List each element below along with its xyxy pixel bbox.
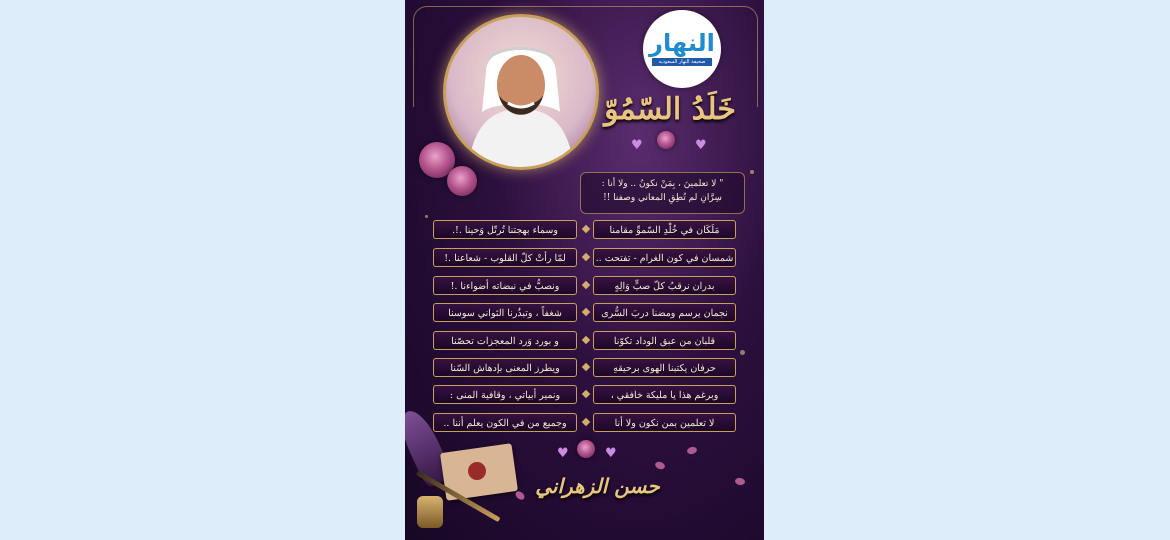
epigraph-line-2: سِرَّانِ لم تُطِقِ المعاني وصفنا !! bbox=[603, 193, 722, 203]
sparkle bbox=[750, 170, 754, 174]
sparkle bbox=[425, 215, 428, 218]
rose-icon bbox=[447, 166, 477, 196]
verse-first-half: نجمان يرسم ومضنا دربَ السُّرى bbox=[593, 303, 736, 322]
heart-icon: ♥ bbox=[695, 138, 707, 153]
sparkle bbox=[740, 350, 745, 355]
verse-second-half: وجميع من في الكون يعلم أننا .. bbox=[433, 413, 577, 432]
verse-second-half: و بورد وَرد المعجزات تحصّنا bbox=[433, 331, 577, 350]
verse-second-half: ويطرز المعنى بإدهاش السّنا bbox=[433, 358, 577, 377]
rose-icon bbox=[657, 131, 675, 149]
logo-subtitle: صحيفة النهار السعودية bbox=[652, 58, 712, 66]
verse-second-half: ونمير أبياتي ، وقافية المنى : bbox=[433, 385, 577, 404]
verse-first-half: حرفان يكتبنا الهوى برحيقهِ bbox=[593, 358, 736, 377]
logo-text: النهار bbox=[649, 29, 715, 57]
wax-seal-icon bbox=[468, 462, 486, 480]
newspaper-logo bbox=[643, 10, 721, 88]
verse-first-half: قلبان من عبق الوداد تكوّنا bbox=[593, 331, 736, 350]
heart-icon: ♥ bbox=[631, 138, 643, 153]
inkwell-icon bbox=[417, 496, 443, 528]
epigraph-line-1: " لا تعلمينَ ، بِمَنْ نكونُ .. ولا أنا : bbox=[601, 179, 724, 189]
verse-second-half: ونصبُّ في نبضاته أضواءنا .! bbox=[433, 276, 577, 295]
petal bbox=[734, 477, 745, 486]
verse-first-half: وبرغم هذا يا مليكة خافقي ، bbox=[593, 385, 736, 404]
verse-divider-ornament bbox=[582, 253, 590, 261]
poem-poster bbox=[405, 0, 764, 540]
verse-first-half: بدران نرقبُ كلّ صبٍّ وَالِهٍ bbox=[593, 276, 736, 295]
verse-divider-ornament bbox=[582, 281, 590, 289]
verse-first-half: لا تعلمين بمن نكون ولا أنا bbox=[593, 413, 736, 432]
verse-first-half: مَلَكَان في خُلْدِ السّموِّ مقامنا bbox=[593, 220, 736, 239]
verse-divider-ornament bbox=[582, 308, 590, 316]
poem-title: خَلَدُ السّمُوّ bbox=[604, 92, 736, 127]
rose-icon bbox=[577, 440, 595, 458]
verse-divider-ornament bbox=[582, 418, 590, 426]
heart-icon: ♥ bbox=[557, 446, 569, 461]
verse-divider-ornament bbox=[582, 225, 590, 233]
poem-epigraph bbox=[580, 172, 745, 214]
poet-portrait bbox=[443, 14, 599, 170]
verse-divider-ornament bbox=[582, 363, 590, 371]
verse-second-half: لمّا رأتْ كلّ القلوب - شعاعنا .! bbox=[433, 248, 577, 267]
verse-second-half: وسماء بهجتنا تُرتّل وَحينا .!. bbox=[433, 220, 577, 239]
verse-second-half: شغفاً ، وتبذُرنا الثواني سوسنا bbox=[433, 303, 577, 322]
poet-portrait-illustration bbox=[446, 17, 596, 167]
heart-icon: ♥ bbox=[605, 446, 617, 461]
petal bbox=[686, 446, 697, 455]
verse-divider-ornament bbox=[582, 336, 590, 344]
poet-signature: حسن الزهراني bbox=[535, 474, 660, 498]
petal bbox=[654, 461, 666, 471]
verse-divider-ornament bbox=[582, 390, 590, 398]
verse-first-half: شمسان في كون الغرام - تفتحت .. bbox=[593, 248, 736, 267]
